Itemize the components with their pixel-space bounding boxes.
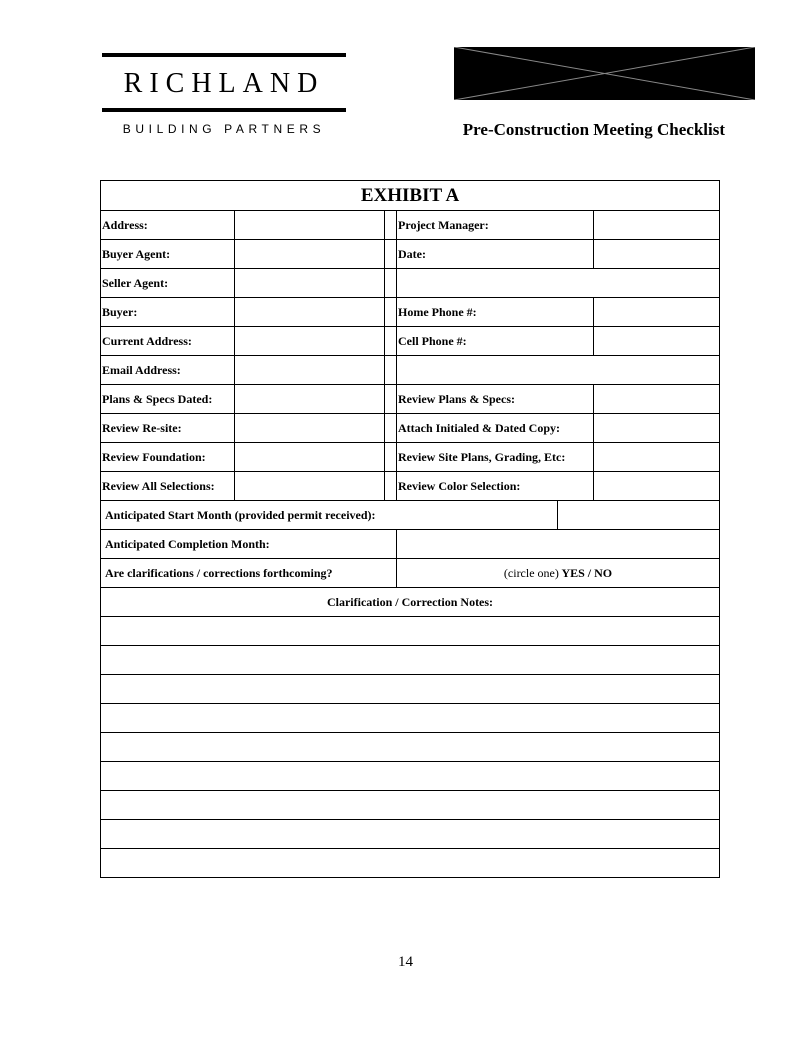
notes-line[interactable] [101,762,720,791]
seller-agent-label: Seller Agent: [101,269,235,298]
exhibit-form-table [100,180,720,878]
spacer-cell [385,443,397,472]
notes-header: Clarification / Correction Notes: [101,588,720,617]
spacer-cell [385,269,397,298]
notes-line[interactable] [101,704,720,733]
review-color-selection-input[interactable] [594,472,720,501]
review-resite-label: Review Re-site: [101,414,235,443]
spacer-cell [385,298,397,327]
anticipated-start-input[interactable] [558,501,720,530]
document-title: Pre-Construction Meeting Checklist [462,120,725,139]
notes-line[interactable] [101,791,720,820]
date-label: Date: [397,240,594,269]
table-row [101,675,720,704]
table-row [101,646,720,675]
buyer-agent-input[interactable] [235,240,385,269]
yes-no-options[interactable]: YES / NO [561,565,613,580]
table-row [101,820,720,849]
buyer-label: Buyer: [101,298,235,327]
review-color-selection-label: Review Color Selection: [397,472,594,501]
table-row [101,240,720,269]
table-row [101,849,720,878]
anticipated-start-label: Anticipated Start Month (provided permit received): [101,501,558,530]
page-number: 14 [398,954,413,970]
review-all-selections-label: Review All Selections: [101,472,235,501]
address-label: Address: [101,211,235,240]
table-row [101,733,720,762]
exhibit-title: EXHIBIT A [101,181,720,211]
review-plans-specs-input[interactable] [594,385,720,414]
yes-no-choice[interactable] [397,559,720,588]
review-foundation-input[interactable] [235,443,385,472]
spacer-cell [385,472,397,501]
project-manager-label: Project Manager: [397,211,594,240]
anticipated-completion-label: Anticipated Completion Month: [101,530,397,559]
table-row [101,356,720,385]
date-input[interactable] [594,240,720,269]
spacer-cell [385,414,397,443]
exhibit-title-row [101,181,720,211]
table-row [101,559,720,588]
plans-specs-dated-input[interactable] [235,385,385,414]
attach-initialed-input[interactable] [594,414,720,443]
spacer-cell [385,356,397,385]
review-site-plans-label: Review Site Plans, Grading, Etc: [397,443,594,472]
buyer-agent-label: Buyer Agent: [101,240,235,269]
home-phone-label: Home Phone #: [397,298,594,327]
notes-line[interactable] [101,617,720,646]
notes-line[interactable] [101,646,720,675]
table-row [101,414,720,443]
table-row [101,472,720,501]
attach-initialed-label: Attach Initialed & Dated Copy: [397,414,594,443]
spacer-cell [385,385,397,414]
table-row [101,298,720,327]
company-logo [102,53,346,143]
table-row [101,762,720,791]
spacer-cell [385,211,397,240]
table-row [101,327,720,356]
notes-line[interactable] [101,820,720,849]
spacer-cell [385,327,397,356]
table-row [101,791,720,820]
logo-subtitle: BUILDING PARTNERS [122,122,326,136]
current-address-label: Current Address: [101,327,235,356]
clarifications-question-label: Are clarifications / corrections forthcoming? [101,559,397,588]
logo-top-rule [102,53,346,57]
spacer-cell [385,240,397,269]
table-row [101,211,720,240]
table-row [101,501,720,530]
review-resite-input[interactable] [235,414,385,443]
current-address-input[interactable] [235,327,385,356]
plans-specs-dated-label: Plans & Specs Dated: [101,385,235,414]
email-address-extra-input[interactable] [397,356,720,385]
table-row [101,617,720,646]
review-all-selections-input[interactable] [235,472,385,501]
notes-line[interactable] [101,849,720,878]
table-row [101,385,720,414]
logo-name: RICHLAND [123,68,325,99]
email-address-label: Email Address: [101,356,235,385]
notes-line[interactable] [101,733,720,762]
home-phone-input[interactable] [594,298,720,327]
table-row [101,530,720,559]
project-manager-input[interactable] [594,211,720,240]
logo-bottom-rule [102,108,346,112]
seller-agent-extra-input[interactable] [397,269,720,298]
notes-line[interactable] [101,675,720,704]
email-address-input[interactable] [235,356,385,385]
seller-agent-input[interactable] [235,269,385,298]
cell-phone-label: Cell Phone #: [397,327,594,356]
anticipated-completion-input[interactable] [397,530,720,559]
table-row [101,704,720,733]
circle-one-label: (circle one) [503,565,559,580]
review-foundation-label: Review Foundation: [101,443,235,472]
table-row [101,443,720,472]
review-plans-specs-label: Review Plans & Specs: [397,385,594,414]
table-row [101,588,720,617]
cell-phone-input[interactable] [594,327,720,356]
table-row [101,269,720,298]
buyer-input[interactable] [235,298,385,327]
review-site-plans-input[interactable] [594,443,720,472]
address-input[interactable] [235,211,385,240]
image-placeholder [454,47,755,100]
